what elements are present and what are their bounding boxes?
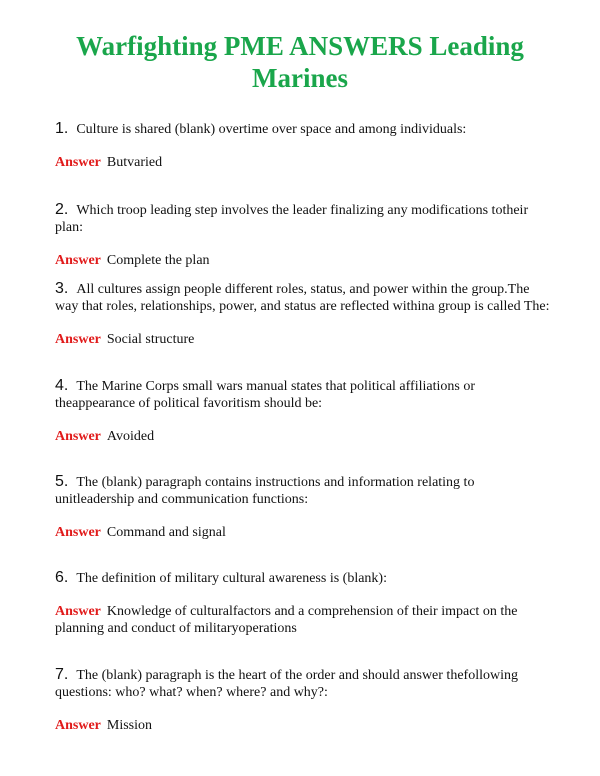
question-7 — [55, 666, 555, 701]
question-number: 3. — [55, 280, 69, 297]
question-number: 4. — [55, 377, 69, 394]
qa-item-1 — [55, 120, 555, 171]
qa-item-3 — [55, 280, 555, 348]
answer-text: Social structure — [106, 332, 195, 347]
question-number: 7. — [55, 666, 69, 683]
question-number: 2. — [55, 201, 69, 218]
question-4 — [55, 377, 555, 412]
answer-label: Answer — [55, 155, 101, 170]
answer-7 — [55, 717, 555, 734]
answer-text: Avoided — [106, 429, 155, 444]
question-text: The Marine Corps small wars manual states that political affiliations or theappearance of political favoritism should be: — [55, 379, 475, 411]
qa-item-4 — [55, 377, 555, 445]
question-number: 6. — [55, 569, 69, 586]
question-3 — [55, 280, 555, 315]
answer-5 — [55, 524, 555, 541]
answer-6 — [55, 603, 555, 637]
question-5 — [55, 473, 555, 508]
question-number: 1. — [55, 120, 69, 137]
answer-label: Answer — [55, 525, 101, 540]
question-text: Which troop leading step involves the leader finalizing any modifications totheir plan: — [55, 203, 529, 235]
answer-label: Answer — [55, 429, 101, 444]
question-text: The (blank) paragraph is the heart of the order and should answer thefollowing questions: who? what? when? where? and why?: — [55, 668, 518, 700]
answer-1 — [55, 154, 555, 171]
qa-item-5 — [55, 473, 555, 541]
question-text: The definition of military cultural awareness is (blank): — [76, 571, 387, 586]
answer-text: Complete the plan — [106, 253, 210, 268]
question-text: The (blank) paragraph contains instructions and information relating to unitleadership and communication functions: — [55, 475, 475, 507]
answer-label: Answer — [55, 604, 101, 619]
answer-text: Butvaried — [106, 155, 163, 170]
question-number: 5. — [55, 473, 69, 490]
question-1 — [55, 120, 555, 138]
answer-text: Mission — [106, 718, 153, 733]
question-6 — [55, 569, 555, 587]
qa-item-6 — [55, 569, 555, 637]
answer-label: Answer — [55, 718, 101, 733]
answer-2 — [55, 252, 555, 269]
qa-item-2 — [55, 201, 555, 269]
question-text: All cultures assign people different roles, status, and power within the group.The way that roles, relationships, power, and status are reflected withina group is called The: — [55, 282, 550, 314]
answer-label: Answer — [55, 332, 101, 347]
answer-text: Command and signal — [106, 525, 226, 540]
qa-item-7 — [55, 666, 555, 734]
question-2 — [55, 201, 555, 236]
answer-3 — [55, 331, 555, 348]
document-title: Warfighting PME ANSWERS Leading Marines — [76, 31, 524, 93]
answer-label: Answer — [55, 253, 101, 268]
answer-4 — [55, 428, 555, 445]
question-text: Culture is shared (blank) overtime over space and among individuals: — [76, 122, 467, 137]
answer-text: Knowledge of culturalfactors and a comprehension of their impact on the planning and conduct of militaryoperations — [55, 604, 518, 636]
